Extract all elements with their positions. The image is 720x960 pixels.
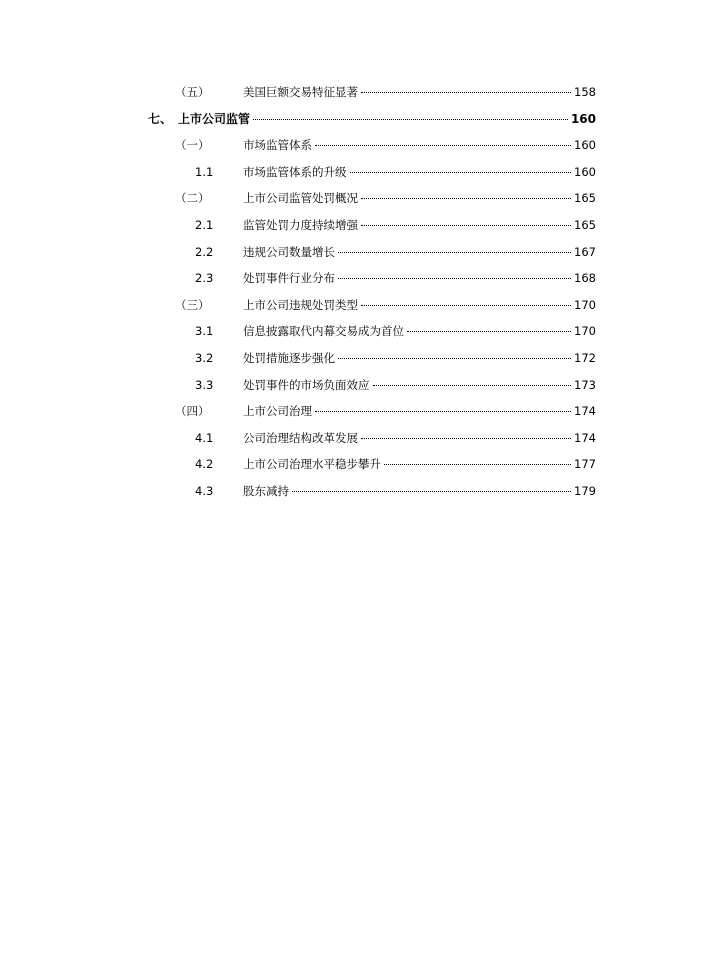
dot-leader [361, 438, 571, 439]
toc-title: 上市公司监管处罚概况 [243, 191, 358, 206]
toc-title: 上市公司监管 [178, 111, 251, 126]
toc-entry [243, 483, 596, 499]
toc-entry [243, 456, 596, 472]
toc-entry [243, 84, 596, 100]
toc-entry [243, 190, 596, 206]
toc-row-section-4[interactable] [0, 399, 720, 426]
toc-row-1-1[interactable] [0, 160, 720, 187]
toc-page-number: 170 [574, 324, 596, 339]
toc-entry [243, 350, 596, 366]
toc-title: 处罚事件的市场负面效应 [243, 377, 370, 392]
toc-number: 3.1 [195, 324, 214, 339]
toc-number: 4.1 [195, 430, 214, 445]
toc-title: 上市公司治理 [243, 404, 312, 419]
toc-row-4-2[interactable] [0, 452, 720, 479]
toc-title: 信息披露取代内幕交易成为首位 [243, 324, 404, 339]
toc-number: 3.3 [195, 377, 214, 392]
toc-row-2-3[interactable] [0, 266, 720, 293]
toc-title: 市场监管体系 [243, 138, 312, 153]
dot-leader [407, 331, 571, 332]
toc-title: 公司治理结构改革发展 [243, 430, 358, 445]
toc-entry [243, 377, 596, 393]
toc-entry [243, 217, 596, 233]
toc-row-section-3[interactable] [0, 293, 720, 320]
toc-row-3-1[interactable] [0, 319, 720, 346]
toc-page-number: 170 [574, 297, 596, 312]
toc-row-3-2[interactable] [0, 346, 720, 373]
toc-row-2-2[interactable] [0, 240, 720, 267]
toc-row-section-5[interactable] [0, 80, 720, 107]
dot-leader [338, 252, 571, 253]
toc-title: 上市公司治理水平稳步攀升 [243, 457, 381, 472]
toc-row-chapter-7[interactable] [0, 107, 720, 134]
toc-title: 股东减持 [243, 483, 289, 498]
toc-page-number: 174 [574, 430, 596, 445]
dot-leader [315, 411, 571, 412]
toc-title: 市场监管体系的升级 [243, 164, 347, 179]
toc-title: 监管处罚力度持续增强 [243, 217, 358, 232]
dot-leader [315, 145, 571, 146]
toc-page-number: 160 [570, 111, 596, 126]
toc-number: （五） [175, 85, 210, 99]
toc-page-number: 165 [574, 217, 596, 232]
toc-row-4-1[interactable] [0, 426, 720, 453]
toc-page-number: 167 [574, 244, 596, 259]
toc-number: 3.2 [195, 350, 214, 365]
toc-entry [243, 430, 596, 446]
toc-number: 2.3 [195, 271, 214, 286]
toc-number: （三） [175, 297, 210, 312]
toc-entry [243, 137, 596, 153]
toc-number: 2.1 [195, 217, 214, 232]
toc-page-number: 165 [574, 191, 596, 206]
toc-row-2-1[interactable] [0, 213, 720, 240]
toc-entry [243, 164, 596, 180]
toc-page-number: 179 [574, 483, 596, 498]
dot-leader [361, 92, 571, 93]
toc-number: 1.1 [195, 164, 214, 179]
toc-row-4-3[interactable] [0, 479, 720, 506]
toc-title: 违规公司数量增长 [243, 244, 335, 259]
toc-title: 上市公司违规处罚类型 [243, 297, 358, 312]
dot-leader [384, 464, 571, 465]
toc-row-section-1[interactable] [0, 133, 720, 160]
toc-entry [178, 111, 596, 127]
toc-row-section-2[interactable] [0, 186, 720, 213]
toc-page-number: 177 [574, 457, 596, 472]
dot-leader [361, 198, 571, 199]
toc-page-number: 160 [574, 164, 596, 179]
dot-leader [361, 305, 571, 306]
toc-number: （四） [175, 404, 210, 419]
table-of-contents [0, 80, 720, 506]
dot-leader [338, 278, 571, 279]
toc-page-number: 173 [574, 377, 596, 392]
toc-page-number: 168 [574, 271, 596, 286]
toc-entry [243, 270, 596, 286]
toc-row-3-3[interactable] [0, 373, 720, 400]
toc-entry [243, 297, 596, 313]
toc-title: 美国巨额交易特征显著 [243, 85, 358, 99]
dot-leader [361, 225, 571, 226]
toc-number: 4.2 [195, 457, 214, 472]
dot-leader [350, 172, 572, 173]
toc-number: 七、 [148, 111, 173, 126]
toc-title: 处罚事件行业分布 [243, 271, 335, 286]
dot-leader [338, 358, 571, 359]
toc-title: 处罚措施逐步强化 [243, 350, 335, 365]
toc-page-number: 172 [574, 350, 596, 365]
toc-number: 2.2 [195, 244, 214, 259]
toc-page-number: 174 [574, 404, 596, 419]
dot-leader [292, 491, 571, 492]
toc-entry [243, 403, 596, 419]
toc-entry [243, 244, 596, 260]
toc-entry [243, 323, 596, 339]
toc-page-number: 158 [574, 85, 596, 99]
toc-number: 4.3 [195, 483, 214, 498]
toc-number: （一） [175, 138, 210, 153]
toc-number: （二） [175, 191, 210, 206]
dot-leader [373, 385, 572, 386]
toc-page-number: 160 [574, 138, 596, 153]
dot-leader [253, 119, 568, 120]
